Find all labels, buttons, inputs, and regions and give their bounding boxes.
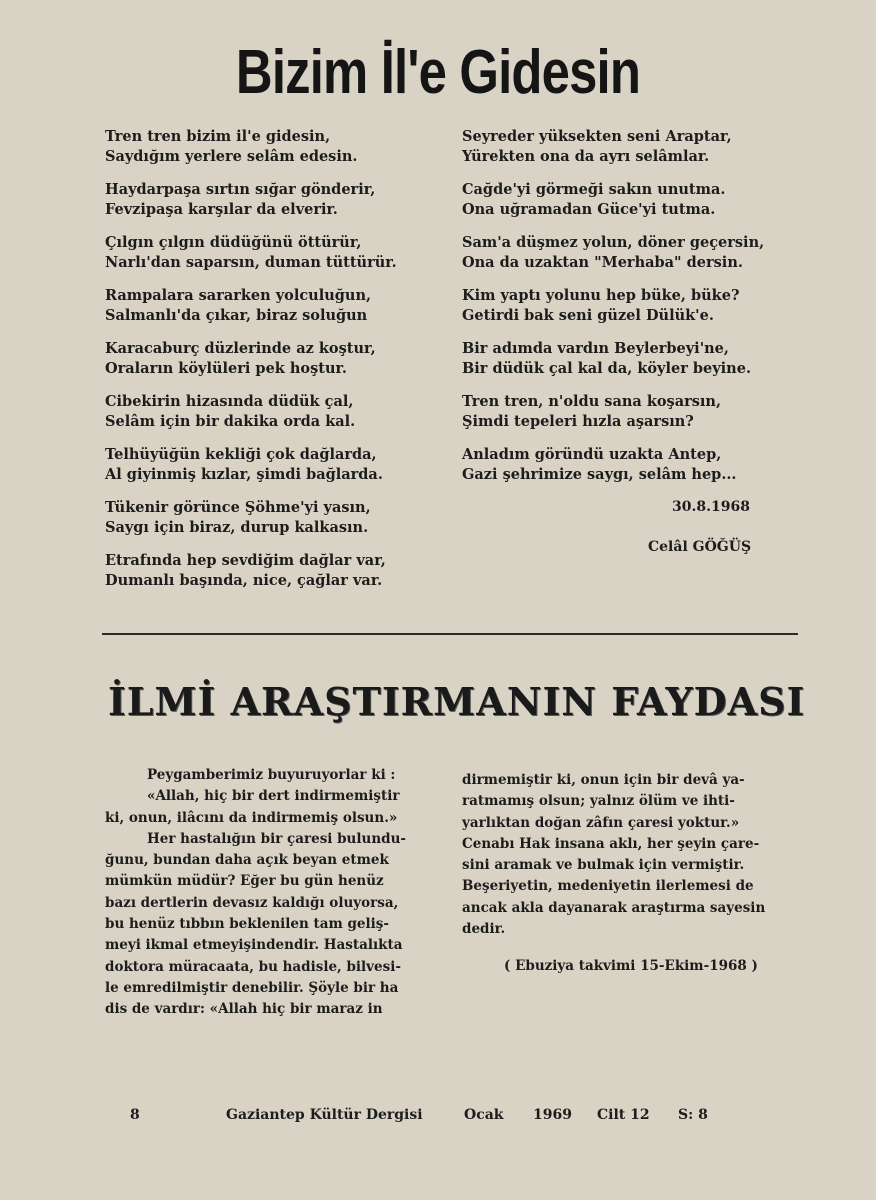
poem-line: Sam'a düşmez yolun, döner geçersin, — [462, 234, 765, 251]
article-line: sini aramak ve bulmak için vermiştir. — [462, 857, 745, 874]
poem-line: Ona da uzaktan "Merhaba" dersin. — [462, 253, 743, 271]
footer-page-number: 8 — [130, 1107, 140, 1123]
poem-date: 30.8.1968 — [672, 499, 750, 515]
article-line: doktora müracaata, bu hadisle, bilvesi- — [105, 958, 401, 975]
poem-line: Karacaburç düzlerinde az koştur, — [105, 340, 376, 357]
poem-line: Rampalara sararken yolculuğun, — [105, 287, 372, 304]
article-line: dirmemiştir ki, onun için bir devâ ya- — [462, 772, 745, 788]
poem-line: Saydığım yerlere selâm edesin. — [105, 147, 358, 165]
article-line: ki, onun, ilâcını da indirmemiş olsun.» — [105, 809, 398, 826]
article-line: ğunu, bundan daha açık beyan etmek — [105, 852, 389, 869]
article-line: bu henüz tıbbın beklenilen tam geliş- — [105, 916, 389, 933]
poem-stanza — [105, 551, 445, 590]
article-line: mümkün müdür? Eğer bu gün henüz — [105, 873, 384, 890]
poem-stanza — [105, 339, 445, 378]
poem-stanza — [462, 445, 822, 484]
poem-line: Salmanlı'da çıkar, biraz soluğun — [105, 306, 368, 324]
article-line: le emredilmiştir denebilir. Şöyle bir ha — [105, 979, 399, 996]
poem-line: Oraların köylüleri pek hoştur. — [105, 359, 347, 377]
article-line: dis de vardır: «Allah hiç bir maraz in — [105, 1001, 383, 1018]
poem-stanza — [105, 180, 445, 219]
poem-line: Bir düdük çal kal da, köyler beyine. — [462, 359, 751, 377]
article-line: ratmamış olsun; yalnız ölüm ve ihti- — [462, 793, 735, 810]
poem-line: Çılgın çılgın düdüğünü öttürür, — [105, 234, 362, 251]
poem-author: Celâl GÖĞÜŞ — [648, 538, 752, 555]
poem-line: Fevzipaşa karşılar da elverir. — [105, 200, 338, 218]
article-line: Her hastalığın bir çaresi bulundu- — [147, 830, 406, 847]
footer-issue: S: 8 — [678, 1107, 708, 1123]
poem-line: Saygı için biraz, durup kalkasın. — [105, 518, 369, 536]
footer-year: 1969 — [533, 1107, 572, 1123]
poem-line: Yürekten ona da ayrı selâmlar. — [462, 147, 710, 165]
section-divider — [102, 633, 798, 635]
poem-stanza — [462, 339, 822, 378]
article-line: Beşeriyetin, medeniyetin ilerlemesi de — [462, 878, 754, 895]
poem-line: Tükenir görünce Şöhme'yi yasın, — [105, 499, 371, 516]
poem-stanza — [462, 180, 822, 219]
poem-stanza — [105, 233, 445, 272]
poem-line: Selâm için bir dakika orda kal. — [105, 412, 356, 430]
poem-line: Şimdi tepeleri hızla aşarsın? — [462, 412, 694, 430]
poem-right-column — [462, 127, 822, 557]
poem-stanza — [105, 498, 445, 537]
poem-stanza — [105, 392, 445, 431]
poem-stanza — [105, 286, 445, 325]
article-line: dedir. — [462, 921, 506, 938]
poem-line: Anladım göründü uzakta Antep, — [462, 446, 722, 463]
poem-stanza — [462, 233, 822, 272]
poem-line: Haydarpaşa sırtın sığar gönderir, — [105, 181, 376, 198]
article-left-column — [105, 765, 440, 1021]
poem-line: Seyreder yüksekten seni Araptar, — [462, 128, 732, 145]
poem-line: Kim yaptı yolunu hep büke, büke? — [462, 287, 740, 304]
poem-stanza — [462, 392, 822, 431]
article-right-column — [462, 770, 802, 978]
poem-line: Narlı'dan saparsın, duman tüttürür. — [105, 253, 397, 271]
article-line: meyi ikmal etmeyişindendir. Hastalıkta — [105, 937, 403, 954]
footer-month: Ocak — [464, 1107, 504, 1123]
poem-line: Telhüyüğün kekliği çok dağlarda, — [105, 446, 377, 463]
article-line: «Allah, hiç bir dert indirmemiştir — [147, 788, 400, 805]
article-source: ( Ebuziya takvimi 15-Ekim-1968 ) — [504, 958, 758, 975]
poem-line: Tren tren bizim il'e gidesin, — [105, 128, 331, 145]
poem-line: Dumanlı başında, nice, çağlar var. — [105, 571, 383, 589]
article-heading: İLMİ ARAŞTIRMANIN FAYDASI — [108, 679, 806, 724]
footer-volume: Cilt 12 — [597, 1107, 650, 1123]
poem-line: Bir adımda vardın Beylerbeyi'ne, — [462, 340, 729, 357]
poem-line: Al giyinmiş kızlar, şimdi bağlarda. — [105, 465, 383, 483]
poem-line: Cibekirin hizasında düdük çal, — [105, 393, 354, 410]
article-line: yarlıktan doğan zâfın çaresi yoktur.» — [462, 814, 740, 831]
article-line: bazı dertlerin devasız kaldığı oluyorsa, — [105, 894, 399, 911]
footer-journal-name: Gaziantep Kültür Dergisi — [226, 1107, 423, 1123]
poem-stanza — [105, 127, 445, 166]
poem-line: Ona uğramadan Güce'yi tutma. — [462, 200, 716, 218]
poem-line: Tren tren, n'oldu sana koşarsın, — [462, 393, 722, 410]
poem-stanza — [462, 286, 822, 325]
article-line: Peygamberimiz buyuruyorlar ki : — [147, 767, 396, 783]
article-line: ancak akla dayanarak araştırma sayesin — [462, 899, 766, 916]
poem-stanza — [462, 127, 822, 166]
poem-title: Bizim İl'e Gidesin — [235, 38, 641, 107]
poem-line: Getirdi bak seni güzel Dülük'e. — [462, 306, 714, 324]
poem-line: Gazi şehrimize saygı, selâm hep... — [462, 465, 737, 483]
poem-stanza — [105, 445, 445, 484]
poem-line: Cağde'yi görmeği sakın unutma. — [462, 181, 726, 198]
poem-line: Etrafında hep sevdiğim dağlar var, — [105, 552, 386, 569]
article-line: Cenabı Hak insana aklı, her şeyin çare- — [462, 835, 760, 852]
poem-left-column — [105, 127, 445, 604]
